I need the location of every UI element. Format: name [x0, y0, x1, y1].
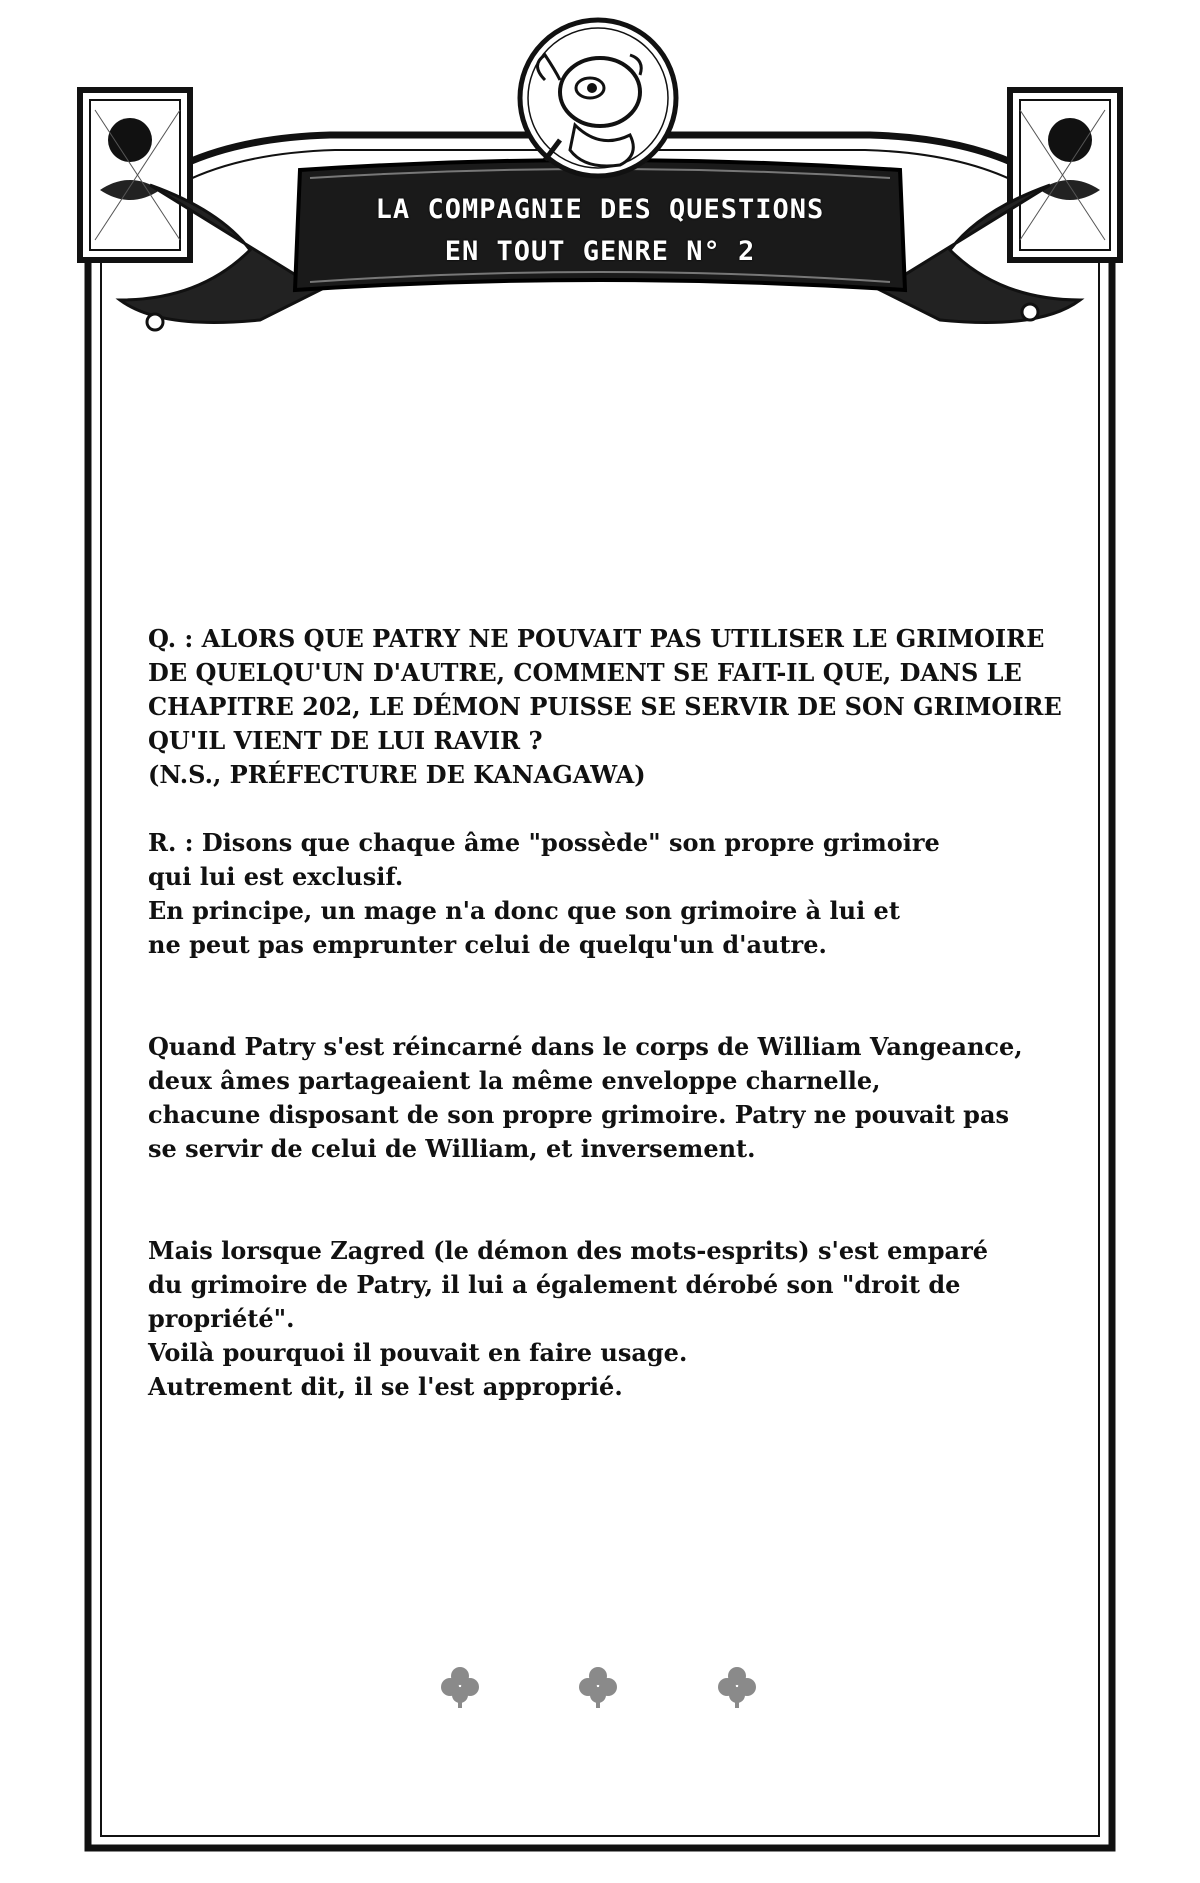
- answer-line: Quand Patry s'est réincarné dans le corps de William Vangeance,: [148, 1032, 1023, 1061]
- answer-line: ne peut pas emprunter celui de quelqu'un d'autre.: [148, 930, 827, 959]
- answer-line: qui lui est exclusif.: [148, 862, 404, 891]
- answer-line: R. : Disons que chaque âme "possède" son propre grimoire: [148, 828, 940, 857]
- answer-line: se servir de celui de William, et inversement.: [148, 1134, 756, 1163]
- answer-line: deux âmes partageaient la même enveloppe charnelle,: [148, 1066, 881, 1095]
- answer-line: En principe, un mage n'a donc que son grimoire à lui et: [148, 896, 900, 925]
- corner-ornament-left: [80, 90, 190, 260]
- clover-icon: [717, 1665, 757, 1709]
- answer-paragraph-3: [148, 1234, 1078, 1404]
- duck-mascot-icon: [520, 20, 676, 176]
- question-sender: (N.S., PRÉFECTURE DE KANAGAWA): [148, 760, 646, 789]
- clover-icon: [440, 1665, 480, 1709]
- answer-paragraph-1: [148, 826, 1078, 962]
- answer-paragraph-2: [148, 1030, 1078, 1166]
- corner-ornament-right: [1010, 90, 1120, 260]
- banner-title-line-2: EN TOUT GENRE N° 2: [444, 236, 756, 267]
- answer-line: chacune disposant de son propre grimoire. Patry ne pouvait pas: [148, 1100, 1009, 1129]
- question-line: DE QUELQU'UN D'AUTRE, COMMENT SE FAIT-IL QUE, DANS LE: [148, 658, 1022, 687]
- answer-line: Autrement dit, il se l'est approprié.: [148, 1372, 623, 1401]
- banner-title-line-1: LA COMPAGNIE DES QUESTIONS: [375, 194, 825, 225]
- qa-content: [148, 622, 1078, 1404]
- question-line: Q. : ALORS QUE PATRY NE POUVAIT PAS UTILISER LE GRIMOIRE: [148, 624, 1045, 653]
- answer-line: du grimoire de Patry, il lui a également dérobé son "droit de propriété".: [148, 1270, 961, 1333]
- question-block: [148, 622, 1078, 792]
- clover-icon: [578, 1665, 618, 1709]
- answer-line: Voilà pourquoi il pouvait en faire usage.: [148, 1338, 688, 1367]
- question-line: QU'IL VIENT DE LUI RAVIR ?: [148, 726, 543, 755]
- answer-line: Mais lorsque Zagred (le démon des mots-esprits) s'est emparé: [148, 1236, 988, 1265]
- question-line: CHAPITRE 202, LE DÉMON PUISSE SE SERVIR DE SON GRIMOIRE: [148, 692, 1062, 721]
